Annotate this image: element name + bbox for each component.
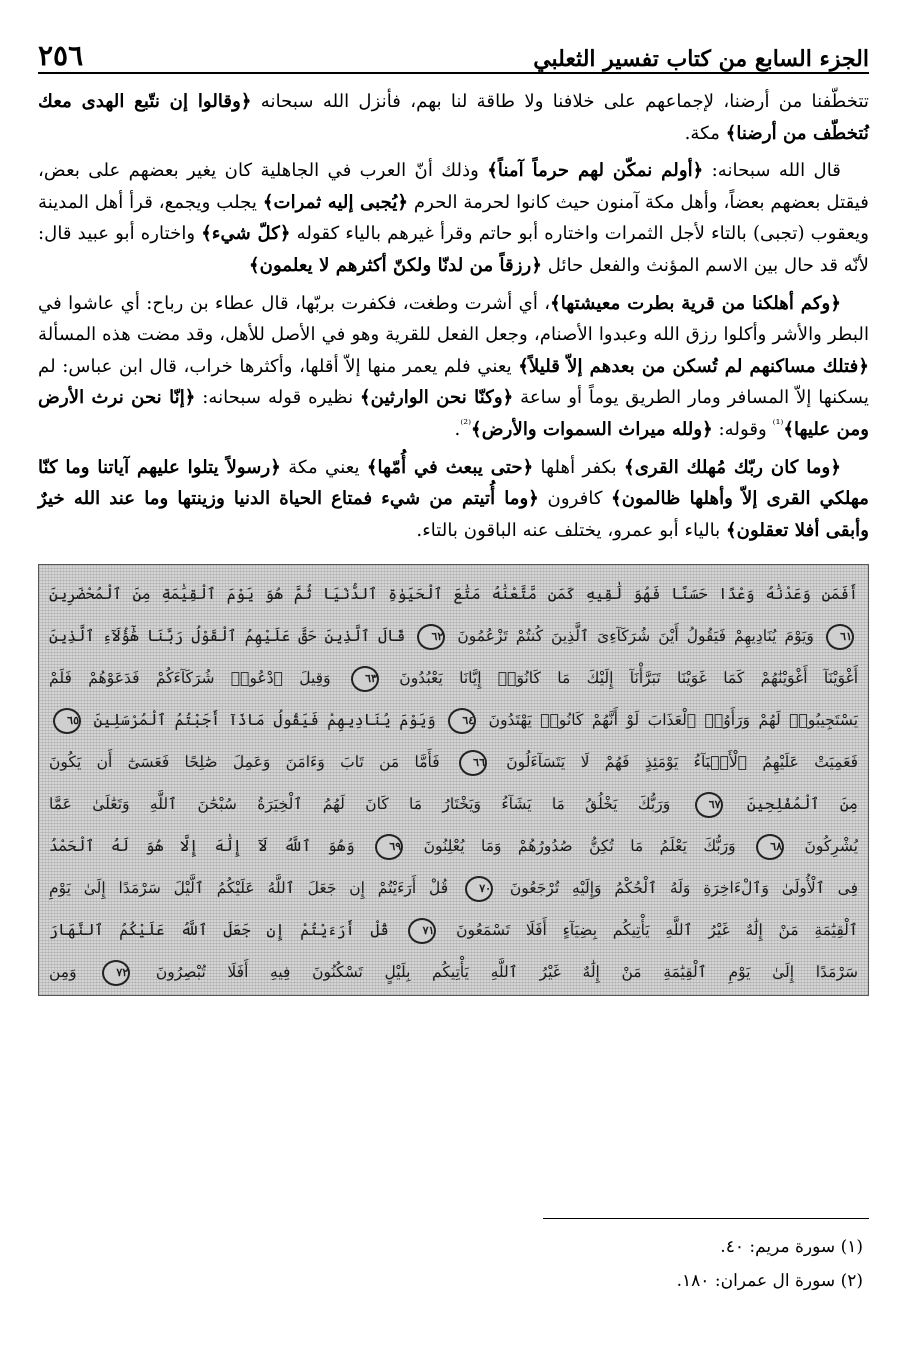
- text-run: .: [454, 418, 461, 440]
- quran-verse-text: وَيَوْمَ يُنَادِيهِمْ فَيَقُولُ أَيْنَ شُرَكَآءِىَ ٱلَّذِينَ كُنتُمْ تَزْعُمُونَ: [449, 627, 822, 646]
- footnotes: [43, 1230, 863, 1298]
- text-run: يعني فلم يعمر منها إلاّ أقلها، وأكثرها خراب، قال ابن عباس: لم يسكنها إلاّ المسافر ومار الطريق يوماً أو ساعة: [38, 355, 869, 409]
- quran-verse-text: يُشْرِكُونَ: [788, 837, 858, 856]
- quran-quote: ﴿وما أُتيتم من شيء فمتاع الحياة الدنيا وزينتها وما عند الله خيرٌ وأبقى أفلا تعقلون﴾: [38, 488, 869, 541]
- quran-text-box: [38, 564, 869, 996]
- quran-quote: ﴿حتى يبعث في أُمّها﴾: [366, 456, 534, 478]
- quran-verse-text: فِى ٱلْأُولَىٰ وَٱلْءَاخِرَةِ وَلَهُ ٱلْحُكْمُ وَإِلَيْهِ تُرْجَعُونَ: [497, 879, 858, 898]
- page-number: ٢٥٦: [38, 39, 84, 72]
- footnote-ref: ⁽²⁾: [460, 416, 472, 431]
- text-run: نظيره قوله سبحانه:: [195, 387, 360, 409]
- quran-verse-text: أَفَمَن وَعَدْنَٰهُ وَعْدًا حَسَنًا فَهُوَ لَٰقِيهِ كَمَن مَّتَّعْنَٰهُ مَتَٰعَ ٱلْحَيَوٰةِ ٱلدُّنْيَا ثُمَّ هُوَ يَوْمَ ٱلْقِيَٰمَةِ مِنَ ٱلْمُحْضَرِينَ: [49, 585, 858, 604]
- quran-quote: ﴿رسولاً يتلوا عليهم آياتنا وما كنّا مهلكي القرى إلاّ وأهلها ظالمون﴾: [38, 456, 869, 510]
- ayah-number-marker: ٦٥: [53, 708, 81, 734]
- footnote-1: [43, 1230, 863, 1264]
- ayah-number-marker: ٦٣: [351, 666, 379, 692]
- text-run: واختاره أبو عبيد قال: لأنّه قد حال بين الاسم المؤنث والفعل حائل: [38, 223, 869, 276]
- text-run: وذلك أنّ العرب في الجاهلية كان يغير بعضهم على بعض، فيقتل بعضهم بعضاً، وأهل مكة آمنون حيث كانوا لحرمة الحرم: [38, 160, 869, 213]
- ayah-number-marker: ٦١: [826, 624, 854, 650]
- quran-verse-text: قُلْ أَرَءَيْتُمْ إِن جَعَلَ ٱللَّهُ عَلَيْكُمُ ٱلنَّهَارَ: [49, 921, 405, 940]
- paragraph-4: [38, 452, 869, 547]
- quran-line: [49, 825, 858, 867]
- quran-verse-text: سَرْمَدًا إِلَىٰ يَوْمِ ٱلْقِيَٰمَةِ مَنْ إِلَٰهٌ غَيْرُ ٱللَّهِ يَأْتِيكُم بِلَيْلٍ تَسْكُنُونَ فِيهِ أَفَلَا تُبْصِرُونَ: [134, 963, 858, 982]
- quran-line: [49, 699, 858, 741]
- quran-line: [49, 909, 858, 951]
- footnote-text: سورة مريم: ٤٠.: [720, 1237, 836, 1257]
- quran-line: [49, 657, 858, 699]
- quran-line: [49, 867, 858, 909]
- text-run: مكة.: [684, 122, 726, 144]
- quran-line: [49, 783, 858, 825]
- ayah-number-marker: ٦٤: [448, 708, 476, 734]
- footnote-rule: [543, 1218, 869, 1219]
- text-run: يعني مكة: [280, 456, 367, 478]
- quran-verse-text: فَعَمِيَتْ عَلَيْهِمُ ٱلْأَنۢبَآءُ يَوْمَئِذٍ فَهُمْ لَا يَتَسَآءَلُونَ: [490, 753, 858, 772]
- quran-verse-text: وَمِن: [49, 963, 99, 982]
- quran-quote: ﴿ولله ميراث السموات والأرض﴾: [471, 418, 713, 440]
- footnote-number: (٢): [840, 1271, 863, 1291]
- quran-verse-text: وَرَبُّكَ يَخْلُقُ مَا يَشَآءُ وَيَخْتَارُ مَا كَانَ لَهُمُ ٱلْخِيَرَةُ سُبْحَٰنَ ٱللَّهِ وَتَعَٰلَىٰ عَمَّا: [49, 795, 691, 814]
- quran-verse-text: أَغْوَيْنَآ أَغْوَيْنَٰهُمْ كَمَا غَوَيْنَا تَبَرَّأْنَآ إِلَيْكَ مَا كَانُوٓا۟ إِيَّانَا يَعْبُدُونَ: [382, 669, 858, 688]
- quran-verse-text: فَأَمَّا مَن تَابَ وَءَامَنَ وَعَمِلَ صَٰلِحًا فَعَسَىٰٓ أَن يَكُونَ: [49, 753, 455, 772]
- quran-line: [49, 741, 858, 783]
- ayah-number-marker: ٦٦: [459, 750, 487, 776]
- ayah-number-marker: ٧٠: [465, 876, 493, 902]
- quran-verse-text: وَقِيلَ ٱدْعُوا۟ شُرَكَآءَكُمْ فَدَعَوْهُمْ فَلَمْ: [49, 669, 347, 688]
- quran-verse-text: وَرَبُّكَ يَعْلَمُ مَا تُكِنُّ صُدُورُهُمْ وَمَا يُعْلِنُونَ: [407, 837, 753, 856]
- quran-quote: ﴿يُجبى إليه ثمرات﴾: [262, 191, 409, 213]
- footnote-ref: ⁽¹⁾: [772, 416, 784, 431]
- text-run: بالياء أبو عمرو، يختلف عنه الباقون بالتاء.: [416, 519, 726, 541]
- text-run: كافرون: [538, 488, 612, 510]
- paragraph-3: [38, 288, 869, 446]
- quran-verse-text: مِنَ ٱلْمُفْلِحِينَ: [726, 795, 858, 814]
- quran-line: [49, 951, 858, 993]
- ayah-number-marker: ٦٧: [695, 792, 723, 818]
- quran-verse-text: وَيَوْمَ يُنَادِيهِمْ فَيَقُولُ مَاذَآ أَجَبْتُمُ ٱلْمُرْسَلِينَ: [85, 711, 445, 730]
- ayah-number-marker: ٦٩: [375, 834, 403, 860]
- text-run: تتخطّفنا من أرضنا، لإجماعهم على خلافنا ولا طاقة لنا بهم، فأنزل الله سبحانه: [251, 91, 869, 112]
- footnote-text: سورة ال عمران: ١٨٠.: [676, 1271, 836, 1291]
- text-run: يجلب ويجمع، قرأ أهل المدينة ويعقوب (تجبى) بالتاء لأجل الثمرات واختاره أبو حاتم وقرأ غيرهم بالياء كقوله: [38, 191, 870, 245]
- quran-verse-text: وَهُوَ ٱللَّهُ لَآ إِلَٰهَ إِلَّا هُوَ لَهُ ٱلْحَمْدُ: [49, 837, 372, 856]
- quran-quote: ﴿أولم نمكّن لهم حرماً آمناً﴾: [487, 160, 704, 182]
- quran-quote: ﴿وما كان ربّك مُهلك القرى﴾: [624, 456, 841, 478]
- ayah-number-marker: ٦٢: [417, 624, 445, 650]
- ayah-number-marker: ٦٨: [756, 834, 784, 860]
- quran-quote: ﴿إنّا نحن نرث الأرض ومن عليها﴾: [38, 387, 869, 440]
- ayah-number-marker: ٧١: [408, 918, 436, 944]
- footnote-number: (١): [840, 1237, 863, 1257]
- quran-quote: ﴿فتلك مساكنهم لم تُسكن من بعدهم إلاّ قليلاً﴾: [518, 355, 869, 377]
- page-header: [38, 28, 869, 74]
- quran-quote: ﴿كلّ شيء﴾: [201, 223, 291, 245]
- text-run: ، أي أشرت وطغت، فكفرت بربّها، قال عطاء بن رباح: أي عاشوا في البطر والأشر وأكلوا رزق الله وعبدوا الأصنام، وجعل الفعل للقرية وهو في الأصل للأهل، وقد مضت هذه المسألة: [38, 292, 869, 346]
- running-title: الجزء السابع من كتاب تفسير الثعلبي: [533, 46, 869, 72]
- quran-line: [49, 615, 858, 657]
- quran-verse-text: قَالَ ٱلَّذِينَ حَقَّ عَلَيْهِمُ ٱلْقَوْلُ رَبَّنَا هَٰٓؤُلَآءِ ٱلَّذِينَ: [49, 627, 414, 646]
- quran-quote: ﴿وكم أهلكنا من قرية بطرت معيشتها﴾: [550, 292, 841, 314]
- ayah-number-marker: ٧٢: [102, 960, 130, 986]
- quran-line: [49, 573, 858, 615]
- quran-verse-text: ٱلْقِيَٰمَةِ مَنْ إِلَٰهٌ غَيْرُ ٱللَّهِ يَأْتِيكُم بِضِيَآءٍ أَفَلَا تَسْمَعُونَ: [440, 921, 858, 940]
- paragraph-2: [38, 155, 869, 281]
- text-run: وقوله:: [712, 418, 773, 440]
- footnote-2: [43, 1264, 863, 1298]
- quran-quote: ﴿وكنّا نحن الوارثين﴾: [359, 387, 514, 409]
- quran-quote: ﴿وقالوا إن نتّبع الهدى معك نُتخطّف من أرضنا﴾: [38, 91, 869, 144]
- commentary-text: [38, 86, 869, 546]
- quran-quote: ﴿رزقاً من لدنّا ولكنّ أكثرهم لا يعلمون﴾: [248, 254, 542, 276]
- text-run: بكفر أهلها: [533, 456, 625, 478]
- paragraph-1: [38, 86, 869, 149]
- quran-verse-text: يَسْتَجِيبُوا۟ لَهُمْ وَرَأَوُا۟ ٱلْعَذَابَ لَوْ أَنَّهُمْ كَانُوا۟ يَهْتَدُونَ: [480, 711, 858, 730]
- quran-verse-text: قُلْ أَرَءَيْتُمْ إِن جَعَلَ ٱللَّهُ عَلَيْكُمُ ٱلَّيْلَ سَرْمَدًا إِلَىٰ يَوْمِ: [49, 879, 462, 898]
- text-run: قال الله سبحانه:: [703, 160, 841, 182]
